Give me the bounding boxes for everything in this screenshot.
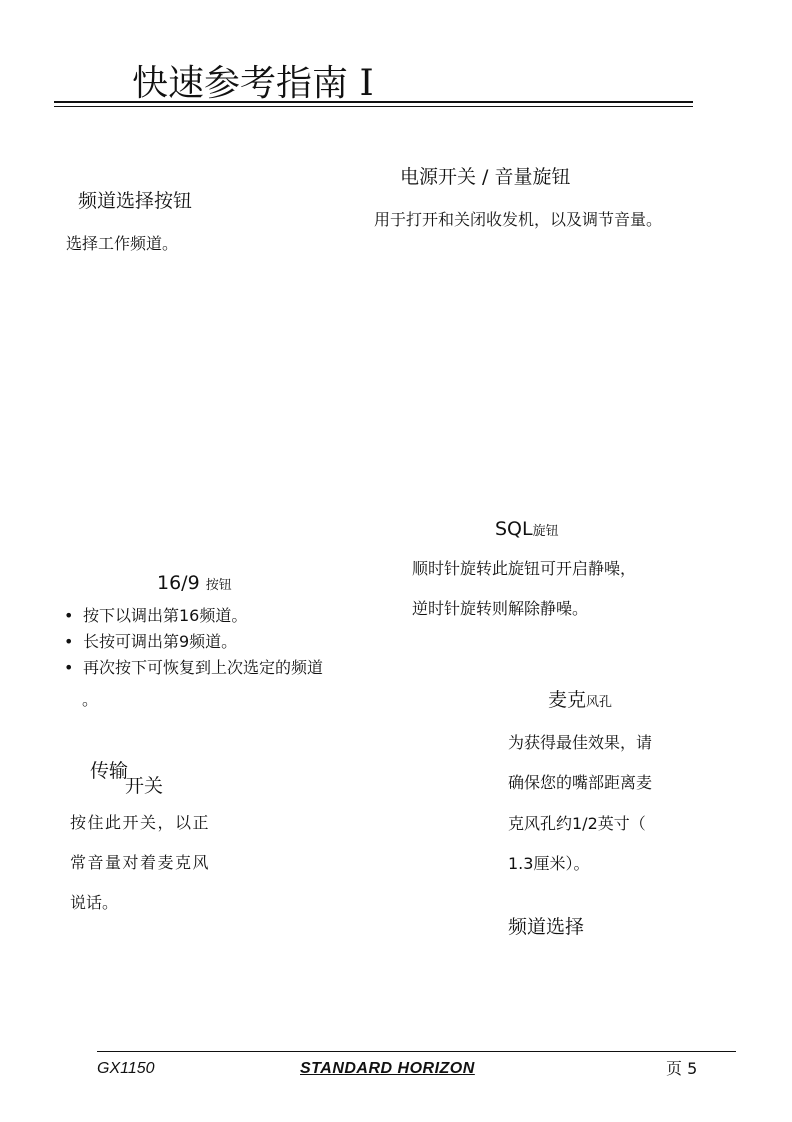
list-item-text: 按下以调出第16频道。 <box>83 606 248 625</box>
sql-heading-suffix: 旋钮 <box>532 524 559 539</box>
list-item <box>64 655 323 681</box>
mic-line-3: 克风孔约1/2英寸（ <box>508 814 646 833</box>
bullet-icon: • <box>64 606 74 625</box>
list-item <box>64 629 323 655</box>
mic-heading-main: 麦克 <box>548 689 587 711</box>
sql-line-2: 逆时针旋转则解除静噪。 <box>412 599 589 618</box>
key-16-9-bullet-tail: 。 <box>82 690 99 709</box>
ptt-line-1: 按住此开关，以正 <box>70 813 211 832</box>
list-item-text: 再次按下可恢复到上次选定的频道 <box>83 658 324 677</box>
footer-rule <box>97 1051 736 1052</box>
footer-model: GX1150 <box>97 1060 155 1077</box>
ptt-heading-a: 传输 <box>90 760 129 782</box>
mic-line-1: 为获得最佳效果，请 <box>508 733 653 752</box>
page-title-text: 快速参考指南 <box>132 63 349 104</box>
mic-heading-suffix: 风孔 <box>586 695 613 710</box>
sql-heading <box>495 517 559 544</box>
sql-heading-main: SQL <box>495 518 533 540</box>
ptt-line-3: 说话。 <box>70 893 119 912</box>
page-title-numeral: I <box>359 63 374 104</box>
ptt-heading-b: 开关 <box>125 775 164 797</box>
key-16-9-bullet-list <box>64 603 323 681</box>
mic-line-4: 1.3厘米）。 <box>508 854 590 873</box>
title-rule-thin <box>54 106 693 107</box>
channel-knob-desc: 选择工作频道。 <box>66 234 179 253</box>
key-16-9-heading <box>157 571 232 598</box>
mic-line-2: 确保您的嘴部距离麦 <box>508 773 653 792</box>
channel-select-heading: 频道选择 <box>508 916 585 938</box>
ptt-line-2: 常音量对着麦克风 <box>70 853 211 872</box>
key-16-9-heading-main: 16/9 <box>157 572 200 594</box>
mic-heading <box>548 688 612 715</box>
title-rule-thick <box>54 101 693 103</box>
footer-page-number: 页 5 <box>666 1059 698 1078</box>
footer-brand-logo: STANDARD HORIZON <box>300 1060 475 1077</box>
list-item <box>64 603 323 629</box>
list-item-text: 长按可调出第9频道。 <box>83 632 238 651</box>
power-volume-heading: 电源开关 / 音量旋钮 <box>400 166 571 188</box>
key-16-9-heading-suffix: 按钮 <box>205 578 232 593</box>
power-volume-desc: 用于打开和关闭收发机，以及调节音量。 <box>374 210 663 229</box>
channel-knob-heading: 频道选择按钮 <box>78 190 193 212</box>
bullet-icon: • <box>64 658 74 677</box>
bullet-icon: • <box>64 632 74 651</box>
sql-line-1: 顺时针旋转此旋钮可开启静噪， <box>412 559 637 578</box>
